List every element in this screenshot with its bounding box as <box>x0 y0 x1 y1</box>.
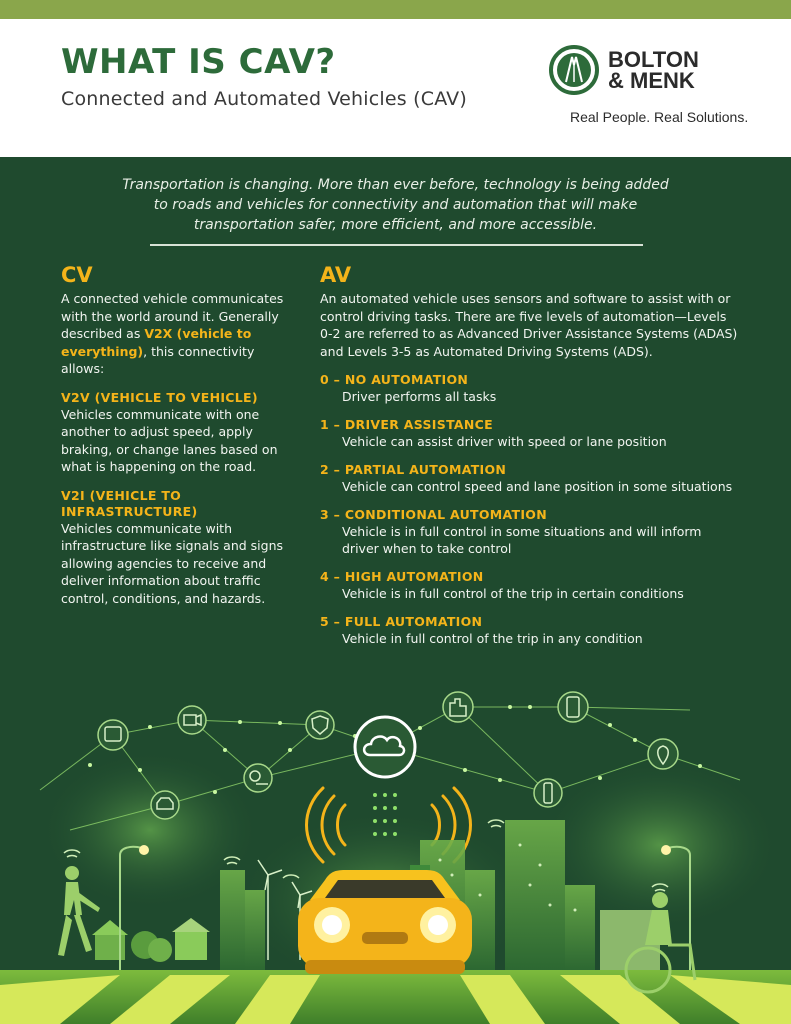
top-accent-bar <box>0 0 791 19</box>
logo-line-2: & MENK <box>608 68 695 93</box>
city-icon <box>443 692 473 722</box>
car-icon <box>151 791 179 819</box>
level-title: 5 – FULL AUTOMATION <box>320 614 483 629</box>
level-item <box>320 372 740 405</box>
cv-heading: CV <box>61 263 93 287</box>
level-desc: Vehicle is in full control in some situations and will inform driver when to take control <box>342 524 702 556</box>
phone-icon <box>558 692 588 722</box>
divider <box>150 244 643 246</box>
autonomous-car <box>298 870 472 974</box>
cv-column <box>61 262 301 607</box>
v2v-body: Vehicles communicate with one another to adjust speed, apply braking, or change lanes based on what is happening on the road. <box>61 406 278 474</box>
bus-icon <box>98 720 128 750</box>
level-title: 0 – NO AUTOMATION <box>320 372 469 387</box>
tagline: Real People. Real Solutions. <box>570 109 749 125</box>
cloud-icon <box>355 717 415 777</box>
intro-text: Transportation is changing. More than ever before, technology is being added to roads and vehicles for connectivity and automation that will make transportation safer, more efficient, and more accessible. <box>122 177 669 233</box>
lamp-light <box>139 845 149 855</box>
level-title: 3 – CONDITIONAL AUTOMATION <box>320 507 547 522</box>
location-pin-icon <box>648 739 678 769</box>
cv-body-pre: A connected vehicle communicates with the world around it. Generally described as <box>61 291 284 341</box>
v2i-body: Vehicles communicate with infrastructure like signals and signs allowing agencies to receive and deliver information about traffic control, conditions, and hazards. <box>61 520 284 606</box>
av-column <box>320 262 740 647</box>
level-desc: Vehicle can assist driver with speed or lane position <box>342 434 667 449</box>
page-title: WHAT IS CAV? <box>61 42 336 82</box>
connected-city-illustration <box>0 670 791 1024</box>
cv-body-post: , this connectivity allows: <box>61 343 255 376</box>
level-title: 1 – DRIVER ASSISTANCE <box>320 417 493 432</box>
bolton-menk-logo-icon <box>549 45 599 95</box>
level-item <box>320 417 740 450</box>
level-title: 2 – PARTIAL AUTOMATION <box>320 462 507 477</box>
weather-icon <box>244 764 272 792</box>
logo-wordmark <box>608 49 699 91</box>
cv-body <box>61 290 301 378</box>
cv-body-highlight: V2X (vehicle to everything) <box>61 326 252 359</box>
level-item <box>320 614 740 647</box>
lamp-light <box>661 845 671 855</box>
level-title: 4 – HIGH AUTOMATION <box>320 569 484 584</box>
camera-icon <box>178 706 206 734</box>
traffic-light-icon <box>534 779 562 807</box>
houses <box>92 918 210 962</box>
v2i-heading: V2I (VEHICLE TO INFRASTRUCTURE) <box>61 487 198 519</box>
av-heading: AV <box>320 263 352 287</box>
level-item <box>320 569 740 602</box>
page-subtitle: Connected and Automated Vehicles (CAV) <box>61 88 467 110</box>
level-desc: Vehicle in full control of the trip in any condition <box>342 631 643 646</box>
level-desc: Vehicle can control speed and lane position in some situations <box>342 479 733 494</box>
level-item <box>320 462 740 495</box>
road <box>0 970 791 1024</box>
shield-icon <box>306 711 334 739</box>
logo-line-1: BOLTON <box>608 47 699 72</box>
av-body: An automated vehicle uses sensors and software to assist with or control driving tasks. There are five levels of automation—Levels 0-2 are referred to as Advanced Driver Assistance Systems (ADAS) and Levels 3-5 as Automated Driving Systems (ADS). <box>320 291 738 359</box>
v2v-heading: V2V (VEHICLE TO VEHICLE) <box>61 389 258 405</box>
level-desc: Vehicle is in full control of the trip in certain conditions <box>342 586 684 601</box>
level-desc: Driver performs all tasks <box>342 389 497 404</box>
level-item <box>320 507 740 557</box>
